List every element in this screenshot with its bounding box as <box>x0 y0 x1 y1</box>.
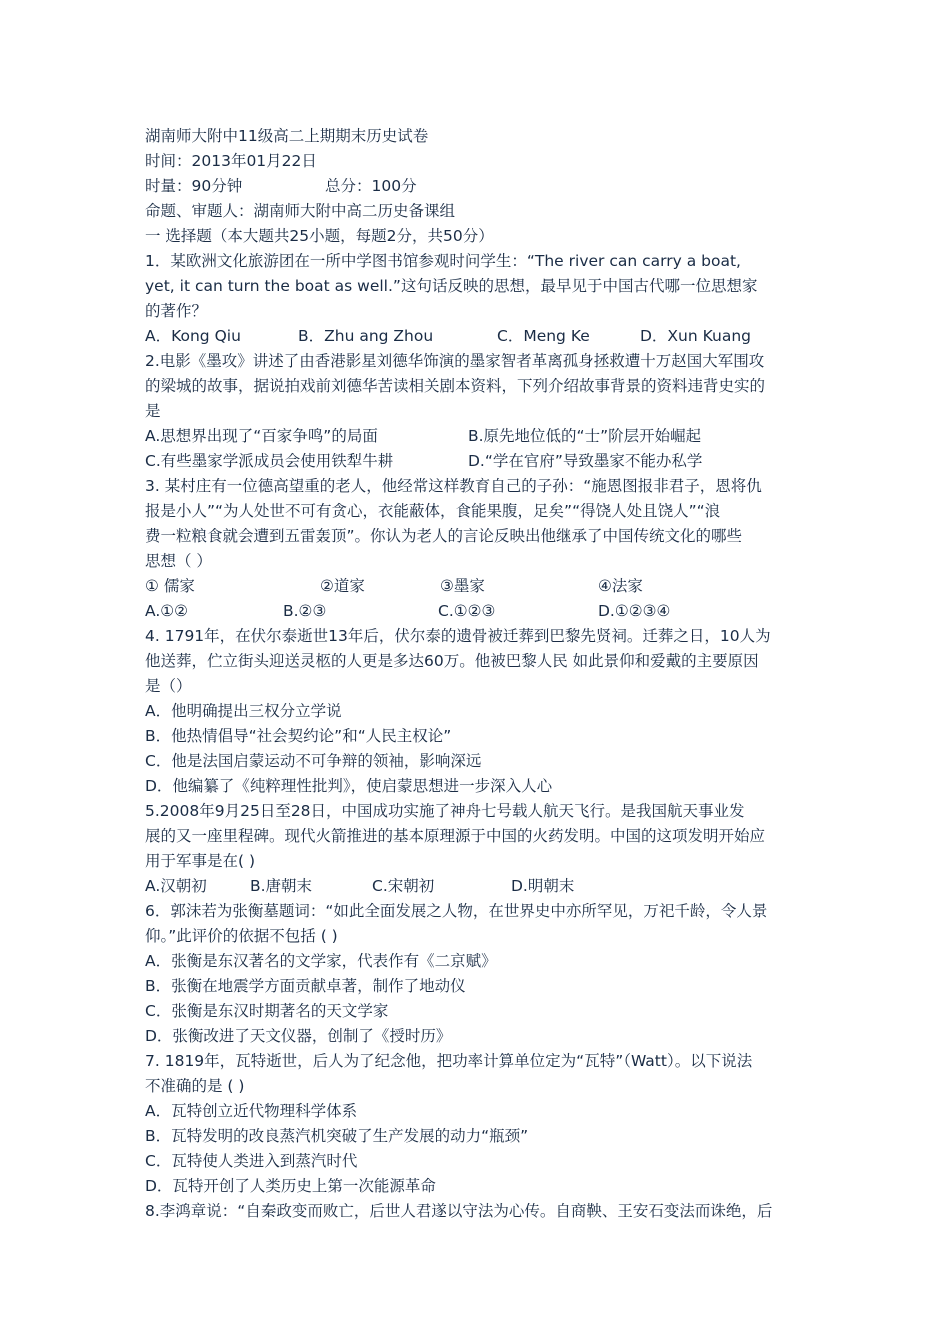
q6-option-a: A．张衡是东汉著名的文学家，代表作有《二京赋》 <box>145 952 497 970</box>
q3-item-3: ③墨家 <box>440 577 485 595</box>
q3-text-line-1: 3. 某村庄有一位德高望重的老人，他经常这样教育自己的子孙：“施恩图报非君子，恩将仇 <box>145 477 762 495</box>
q1-options <box>145 324 810 349</box>
q1-text-line-2: yet, it can turn the boat as well.”这句话反映的思想，最早见于中国古代哪一位思想家 <box>145 277 758 295</box>
section-heading: 一 选择题（本大题共25小题，每题2分，共50分） <box>145 227 494 245</box>
q7-text-line-2: 不准确的是 ( ) <box>145 1077 245 1095</box>
q5-option-a: A.汉朝初 <box>145 877 207 895</box>
q4-text-line-3: 是（） <box>145 677 192 695</box>
q1-option-b: B．Zhu ang Zhou <box>298 327 434 345</box>
q6-text-line-2: 仰。”此评价的依据不包括 ( ) <box>145 927 338 945</box>
q4-option-a: A．他明确提出三权分立学说 <box>145 702 342 720</box>
q7-option-a: A．瓦特创立近代物理科学体系 <box>145 1102 358 1120</box>
q5-option-b: B.唐朝末 <box>250 877 313 895</box>
q3-item-1: ① 儒家 <box>145 577 195 595</box>
q3-option-c: C.①②③ <box>438 602 496 620</box>
q5-options <box>145 874 810 899</box>
q1-option-c: C．Meng Ke <box>497 327 590 345</box>
q2-options-cd <box>145 449 810 474</box>
q2-option-a: A.思想界出现了“百家争鸣”的局面 <box>145 427 378 445</box>
q4-text-line-2: 他送葬，伫立街头迎送灵柩的人更是多达60万。他被巴黎人民 如此景仰和爱戴的主要原因 <box>145 652 759 670</box>
exam-total: 总分：100分 <box>325 177 417 195</box>
q4-option-d: D．他编纂了《纯粹理性批判》，使启蒙思想进一步深入人心 <box>145 777 553 795</box>
q4-option-c: C．他是法国启蒙运动不可争辩的领袖，影响深远 <box>145 752 482 770</box>
q2-text-line-2: 的梁城的故事，据说拍戏前刘德华苦读相关剧本资料，下列介绍故事背景的资料违背史实的 <box>145 377 766 395</box>
q5-option-d: D.明朝末 <box>511 877 575 895</box>
q5-text-line-3: 用于军事是在( ) <box>145 852 256 870</box>
q3-option-d: D.①②③④ <box>598 602 671 620</box>
q4-text-line-1: 4. 1791年，在伏尔泰逝世13年后，伏尔泰的遗骨被迁葬到巴黎先贤祠。迁葬之日，10人为 <box>145 627 771 645</box>
q2-option-c: C.有些墨家学派成员会使用铁犁牛耕 <box>145 452 394 470</box>
q3-text-line-3: 费一粒粮食就会遭到五雷轰顶”。你认为老人的言论反映出他继承了中国传统文化的哪些 <box>145 527 743 545</box>
q2-options-ab <box>145 424 810 449</box>
q6-text-line-1: 6．郭沫若为张衡墓题词：“如此全面发展之人物，在世界史中亦所罕见，万祀千龄，令人景 <box>145 902 768 920</box>
q2-option-d: D.“学在官府”导致墨家不能办私学 <box>468 452 703 470</box>
q3-text-line-2: 报是小人”“为人处世不可有贪心，衣能蔽体，食能果腹，足矣”“得饶人处且饶人”“浪 <box>145 502 721 520</box>
q3-item-2: ②道家 <box>320 577 365 595</box>
q3-items <box>145 574 810 599</box>
q3-option-b: B.②③ <box>283 602 327 620</box>
q5-text-line-2: 展的又一座里程碑。现代火箭推进的基本原理源于中国的火药发明。中国的这项发明开始应 <box>145 827 766 845</box>
q2-option-b: B.原先地位低的“士”阶层开始崛起 <box>468 427 702 445</box>
exam-document <box>145 124 810 1224</box>
q4-option-b: B．他热情倡导“社会契约论”和“人民主权论” <box>145 727 452 745</box>
q7-option-d: D．瓦特开创了人类历史上第一次能源革命 <box>145 1177 436 1195</box>
q2-text-line-3: 是 <box>145 402 161 420</box>
q3-item-4: ④法家 <box>598 577 643 595</box>
q1-option-a: A．Kong Qiu <box>145 327 241 345</box>
q3-text-line-4: 思想（ ） <box>145 552 212 570</box>
q2-text-line-1: 2.电影《墨攻》讲述了由香港影星刘德华饰演的墨家智者革离孤身拯救遭十万赵国大军围攻 <box>145 352 765 370</box>
q5-option-c: C.宋朝初 <box>372 877 435 895</box>
q3-options <box>145 599 810 624</box>
q1-text-line-3: 的著作？ <box>145 302 208 320</box>
q6-option-d: D．张衡改进了天文仪器，创制了《授时历》 <box>145 1027 452 1045</box>
q6-option-b: B．张衡在地震学方面贡献卓著，制作了地动仪 <box>145 977 466 995</box>
q5-text-line-1: 5.2008年9月25日至28日，中国成功实施了神舟七号载人航天飞行。是我国航天事业发 <box>145 802 745 820</box>
exam-title: 湖南师大附中11级高二上期期末历史试卷 <box>145 127 429 145</box>
q8-text-line-1: 8.李鸿章说：“自秦政变而败亡，后世人君遂以守法为心传。自商鞅、王安石变法而诛绝，后 <box>145 1202 773 1220</box>
q3-option-a: A.①② <box>145 602 189 620</box>
exam-authors: 命题、审题人：湖南师大附中高二历史备课组 <box>145 202 456 220</box>
exam-duration: 时量：90分钟 <box>145 177 243 195</box>
q1-text-line-1: 1．某欧洲文化旅游团在一所中学图书馆参观时问学生：“The river can carry a boat, <box>145 252 741 270</box>
q7-option-b: B．瓦特发明的改良蒸汽机突破了生产发展的动力“瓶颈” <box>145 1127 529 1145</box>
q1-option-d: D．Xun Kuang <box>640 327 752 345</box>
exam-date: 时间：2013年01月22日 <box>145 152 317 170</box>
q7-option-c: C．瓦特使人类进入到蒸汽时代 <box>145 1152 358 1170</box>
exam-duration-total <box>145 174 810 199</box>
q6-option-c: C．张衡是东汉时期著名的天文学家 <box>145 1002 389 1020</box>
q7-text-line-1: 7. 1819年，瓦特逝世，后人为了纪念他，把功率计算单位定为“瓦特”（Watt）。以下说法 <box>145 1052 753 1070</box>
